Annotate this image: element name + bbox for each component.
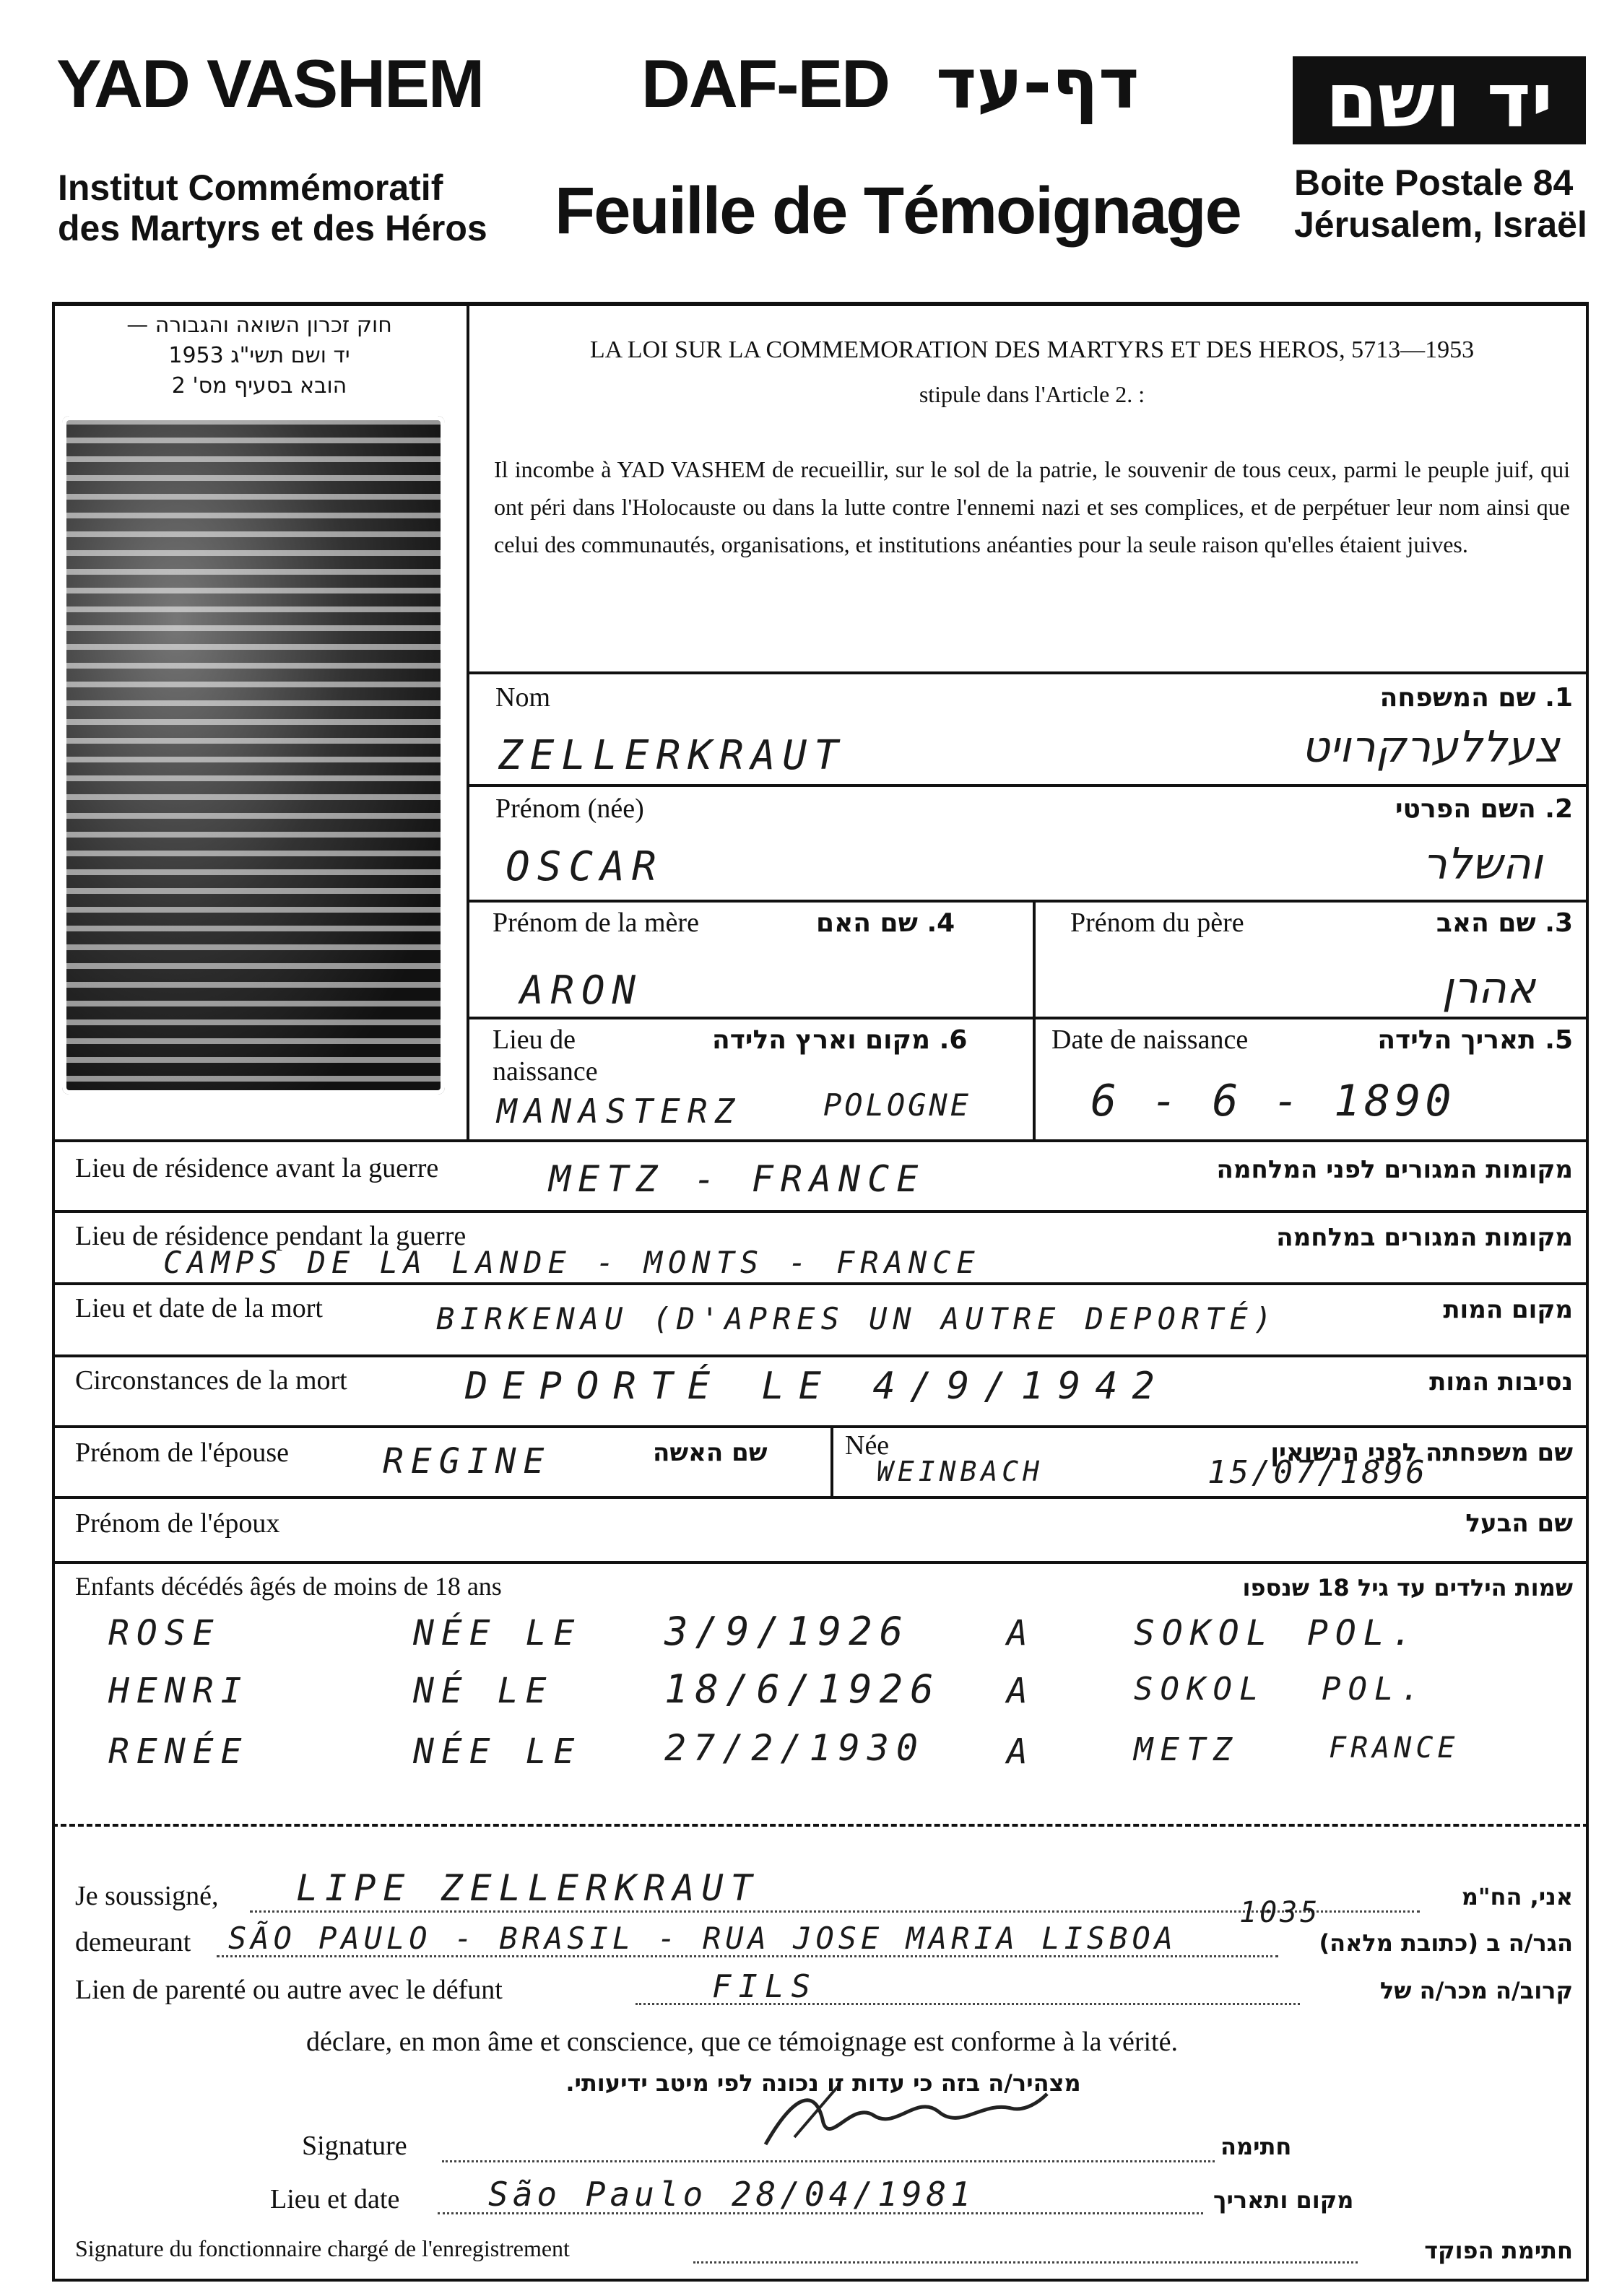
residence-avant-value: METZ - FRANCE bbox=[549, 1158, 926, 1200]
enfants-label-he: שמות הילדים עד גיל 18 שנספו bbox=[1242, 1574, 1573, 1601]
enfant-1-date: 3/9/1926 bbox=[664, 1609, 911, 1654]
demeurant-value: SÃO PAULO - BRASIL - RUA JOSE MARIA LISBOA bbox=[228, 1921, 1178, 1956]
nee-date: 15/07/1896 bbox=[1207, 1454, 1428, 1491]
nee-label: Née bbox=[845, 1430, 890, 1461]
nee-value: WEINBACH bbox=[877, 1456, 1044, 1487]
declaration-text: déclare, en mon âme et conscience, que ce témoignage est conforme à la vérité. bbox=[306, 2027, 1178, 2057]
law-subtitle: stipule dans l'Article 2. : bbox=[919, 381, 1145, 407]
enfant-1-ne: NÉE LE bbox=[413, 1613, 582, 1653]
nom-value: ZELLERKRAUT bbox=[498, 732, 846, 779]
demeurant-label-he: הגר/ה ב (כתובת מלאה) bbox=[1319, 1929, 1573, 1957]
enfant-3-a: A bbox=[1007, 1731, 1035, 1772]
lieu-date-label: Lieu et date bbox=[270, 2184, 400, 2214]
enfant-3-country: FRANCE bbox=[1329, 1731, 1460, 1765]
epouse-divider bbox=[830, 1425, 833, 1496]
date-naissance-value: 6 - 6 - 1890 bbox=[1090, 1076, 1456, 1126]
circonstances-value: DEPORTÉ LE 4/9/1942 bbox=[465, 1365, 1169, 1408]
postal-address: Boite Postale 84 Jérusalem, Israël bbox=[1294, 162, 1587, 245]
lieu-naissance-label: Lieu de naissance bbox=[493, 1025, 598, 1087]
enfant-1-name: ROSE bbox=[108, 1613, 221, 1653]
enfants-label: Enfants décédés âgés de moins de 18 ans bbox=[75, 1572, 502, 1601]
lieu-date-value: São Paulo 28/04/1981 bbox=[488, 2175, 975, 2214]
demeurant-number: 1035 bbox=[1239, 1896, 1321, 1929]
lieu-naissance-country: POLOGNE bbox=[823, 1087, 972, 1123]
residence-pendant-label-he: מקומות המגורים במלחמה bbox=[1276, 1223, 1573, 1252]
pere-label-he: 3. שם האב bbox=[1436, 908, 1573, 938]
yad-vashem-logo: יד ושם bbox=[1293, 56, 1586, 144]
residence-avant-label-he: מקומות המגורים לפני המלחמה bbox=[1216, 1155, 1573, 1184]
lieu-date-label-he: מקום ותאריך bbox=[1213, 2186, 1354, 2214]
residence-avant-label: Lieu de résidence avant la guerre bbox=[75, 1153, 439, 1183]
frame-right bbox=[1586, 302, 1589, 2280]
soussigne-label-he: אני, הח"מ bbox=[1461, 1883, 1573, 1910]
epoux-label: Prénom de l'époux bbox=[75, 1508, 280, 1539]
nom-label-he: 1. שם המשפחה bbox=[1379, 683, 1573, 713]
enfant-3-ne: NÉE LE bbox=[413, 1731, 582, 1772]
nom-value-he: צעללערקרויט bbox=[1301, 722, 1560, 773]
nee-label-he: שם משפחתה לפני הנשואין bbox=[1270, 1438, 1573, 1467]
pere-label: Prénom du père bbox=[1070, 908, 1244, 938]
law-stamp: חוק זכרון השואה והגבורה — יד ושם תשי"ג 1953 הובא בסעיף מס' 2 bbox=[126, 313, 392, 399]
residence-pendant-value: CAMPS DE LA LANDE - MONTS - FRANCE bbox=[163, 1245, 981, 1280]
signature-label: Signature bbox=[302, 2131, 407, 2161]
mere-label-he: 4. שם האם bbox=[816, 908, 955, 938]
mort-value: BIRKENAU (D'APRES UN AUTRE DEPORTÉ) bbox=[436, 1301, 1278, 1336]
date-naissance-label-he: 5. תאריך הלידה bbox=[1377, 1025, 1573, 1055]
parente-value: FILS bbox=[712, 1968, 817, 2005]
prenom-value: OSCAR bbox=[506, 843, 664, 890]
enfant-2-country: POL. bbox=[1322, 1671, 1427, 1708]
prenom-label: Prénom (née) bbox=[495, 793, 644, 824]
frame-left bbox=[52, 302, 55, 2280]
lieu-naissance-label-he: 6. מקום וארץ הלידה bbox=[712, 1025, 968, 1055]
enfant-1-country: POL. bbox=[1307, 1613, 1420, 1653]
epoux-label-he: שם הבעל bbox=[1465, 1509, 1573, 1538]
enfant-3-name: RENÉE bbox=[108, 1731, 249, 1772]
org-name: YAD VASHEM bbox=[56, 45, 484, 121]
form-title: Feuille de Témoignage bbox=[555, 174, 1241, 248]
soussigne-label: Je soussigné, bbox=[75, 1881, 219, 1911]
lieu-naissance-value: MANASTERZ bbox=[497, 1092, 742, 1131]
fonctionnaire-label: Signature du fonctionnaire chargé de l'enregistrement bbox=[75, 2235, 570, 2261]
photo-column-divider bbox=[467, 302, 469, 1139]
mort-label: Lieu et date de la mort bbox=[75, 1293, 323, 1323]
signature-label-he: חתימה bbox=[1220, 2133, 1292, 2160]
law-body: Il incombe à YAD VASHEM de recueillir, sur le sol de la patrie, le souvenir de tous ceux, parmi le peuple juif, qui ont péri dans l'Holocauste ou dans la lutte contre l'ennemi nazi et ses complices, et de perpétuer leur nom ainsi que celui des communautés, organisations, et institutions anéanties pour la seule raison qu'elles étaient juives. bbox=[494, 456, 1570, 557]
fonctionnaire-label-he: חתימת הפוקד bbox=[1424, 2237, 1573, 2264]
nom-label: Nom bbox=[495, 682, 550, 713]
enfant-2-date: 18/6/1926 bbox=[664, 1666, 941, 1712]
demeurant-label: demeurant bbox=[75, 1927, 191, 1957]
pere-value-he: אהרן bbox=[1441, 963, 1535, 1014]
frame-top bbox=[52, 302, 1589, 306]
parents-divider bbox=[1033, 900, 1036, 1141]
declarant-signature bbox=[751, 2079, 1054, 2159]
epouse-value: REGINE bbox=[383, 1441, 552, 1482]
parente-label: Lien de parenté ou autre avec le défunt bbox=[75, 1975, 503, 2005]
enfant-2-a: A bbox=[1007, 1671, 1035, 1711]
enfant-1-place: SOKOL bbox=[1134, 1613, 1275, 1653]
law-title: LA LOI SUR LA COMMEMORATION DES MARTYRS ET DES HEROS, 5713—1953 bbox=[589, 336, 1475, 363]
mort-label-he: מקום המות bbox=[1443, 1295, 1573, 1324]
enfant-2-name: HENRI bbox=[108, 1671, 249, 1711]
enfant-1-a: A bbox=[1007, 1613, 1035, 1653]
residence-pendant-label: Lieu de résidence pendant la guerre bbox=[75, 1221, 467, 1251]
prenom-label-he: 2. השם הפרטי bbox=[1395, 794, 1573, 824]
enfant-2-place: SOKOL bbox=[1134, 1671, 1266, 1708]
form-code: DAF-ED bbox=[641, 45, 890, 121]
epouse-label-he: שם האשה bbox=[653, 1438, 768, 1467]
enfant-3-place: METZ bbox=[1134, 1731, 1239, 1768]
enfant-3-date: 27/2/1930 bbox=[664, 1727, 925, 1769]
institute-name: Institut Commémoratif des Martyrs et des Héros bbox=[58, 168, 487, 248]
enfant-2-ne: NÉ LE bbox=[413, 1671, 554, 1711]
mere-value: ARON bbox=[520, 967, 643, 1013]
prenom-value-he: והשלר bbox=[1422, 839, 1543, 890]
epouse-label: Prénom de l'épouse bbox=[75, 1438, 290, 1468]
form-code-hebrew: דף-עד bbox=[936, 43, 1140, 124]
frame-bottom bbox=[52, 2279, 1589, 2282]
circonstances-label: Circonstances de la mort bbox=[75, 1365, 347, 1396]
parente-label-he: קרוב/ה מכר/ה של bbox=[1379, 1977, 1573, 2004]
soussigne-value: LIPE ZELLERKRAUT bbox=[296, 1867, 760, 1909]
circonstances-label-he: נסיבות המות bbox=[1429, 1367, 1573, 1396]
mere-label: Prénom de la mère bbox=[493, 908, 699, 938]
law-bottom-line bbox=[467, 671, 1586, 674]
declaration-text-he: מצהיר/ה בזה כי עדות זו נכונה לפי מיטב ידיעותי. bbox=[565, 2069, 1081, 2097]
victim-photo bbox=[62, 416, 445, 1095]
date-naissance-label: Date de naissance bbox=[1051, 1025, 1249, 1055]
